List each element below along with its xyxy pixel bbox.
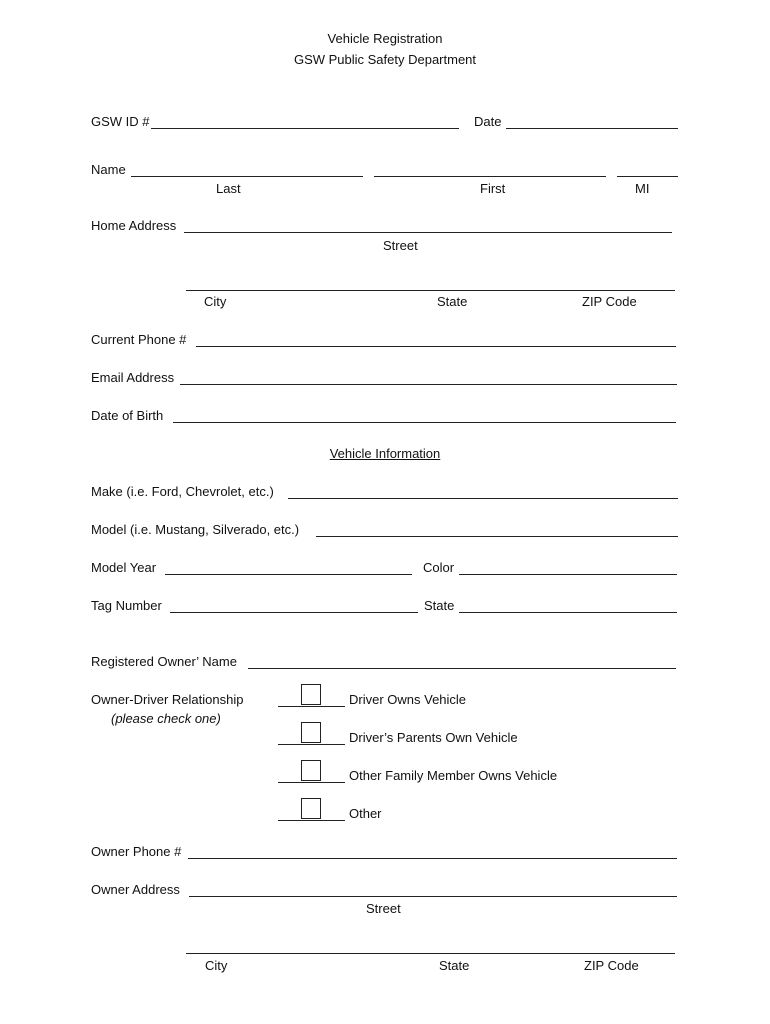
first-name-field[interactable]	[374, 176, 606, 177]
option-other-label: Other	[349, 806, 382, 821]
owner-phone-field[interactable]	[188, 858, 677, 859]
registered-owner-label: Registered Owner’ Name	[91, 654, 237, 669]
gsw-id-label: GSW ID #	[91, 114, 150, 129]
middle-initial-field[interactable]	[617, 176, 678, 177]
option-line	[278, 744, 345, 745]
model-year-field[interactable]	[165, 574, 412, 575]
owner-address-label: Owner Address	[91, 882, 180, 897]
tag-state-field[interactable]	[459, 612, 677, 613]
home-city-state-zip-field[interactable]	[186, 290, 675, 291]
checkbox-parents-own[interactable]	[301, 722, 321, 743]
tag-state-label: State	[424, 598, 455, 613]
checkbox-family-member-owns[interactable]	[301, 760, 321, 781]
registered-owner-field[interactable]	[248, 668, 676, 669]
zip-caption: ZIP Code	[582, 294, 637, 309]
owner-phone-label: Owner Phone #	[91, 844, 182, 859]
vehicle-section-title: Vehicle Information	[329, 446, 441, 461]
owner-city-state-zip-field[interactable]	[186, 953, 675, 954]
make-field[interactable]	[288, 498, 678, 499]
first-caption: First	[480, 181, 506, 196]
make-label: Make (i.e. Ford, Chevrolet, etc.)	[91, 484, 274, 499]
option-parents-own-label: Driver’s Parents Own Vehicle	[349, 730, 518, 745]
mi-caption: MI	[635, 181, 650, 196]
option-line	[278, 820, 345, 821]
dob-field[interactable]	[173, 422, 676, 423]
checkbox-driver-owns[interactable]	[301, 684, 321, 705]
option-line	[278, 782, 345, 783]
department-name: GSW Public Safety Department	[293, 52, 477, 67]
owner-city-caption: City	[205, 958, 228, 973]
last-name-field[interactable]	[131, 176, 363, 177]
owner-street-field[interactable]	[189, 896, 677, 897]
model-field[interactable]	[316, 536, 678, 537]
current-phone-label: Current Phone #	[91, 332, 187, 347]
tag-number-field[interactable]	[170, 612, 418, 613]
current-phone-field[interactable]	[196, 346, 676, 347]
color-field[interactable]	[459, 574, 677, 575]
tag-number-label: Tag Number	[91, 598, 162, 613]
email-label: Email Address	[91, 370, 175, 385]
home-street-field[interactable]	[184, 232, 672, 233]
date-label: Date	[474, 114, 502, 129]
street-caption: Street	[383, 238, 418, 253]
owner-zip-caption: ZIP Code	[584, 958, 639, 973]
state-caption: State	[437, 294, 468, 309]
email-field[interactable]	[180, 384, 677, 385]
city-caption: City	[204, 294, 227, 309]
checkbox-other[interactable]	[301, 798, 321, 819]
relationship-label: Owner-Driver Relationship	[91, 692, 244, 707]
owner-state-caption: State	[439, 958, 470, 973]
name-label: Name	[91, 162, 126, 177]
last-caption: Last	[216, 181, 241, 196]
gsw-id-field[interactable]	[151, 128, 459, 129]
owner-street-caption: Street	[366, 901, 401, 916]
color-label: Color	[423, 560, 455, 575]
home-address-label: Home Address	[91, 218, 177, 233]
model-label: Model (i.e. Mustang, Silverado, etc.)	[91, 522, 300, 537]
model-year-label: Model Year	[91, 560, 157, 575]
relationship-hint: (please check one)	[111, 711, 221, 726]
option-driver-owns-label: Driver Owns Vehicle	[349, 692, 467, 707]
dob-label: Date of Birth	[91, 408, 164, 423]
option-line	[278, 706, 345, 707]
form-title: Vehicle Registration	[327, 31, 443, 46]
option-family-member-label: Other Family Member Owns Vehicle	[349, 768, 558, 783]
date-field[interactable]	[506, 128, 678, 129]
